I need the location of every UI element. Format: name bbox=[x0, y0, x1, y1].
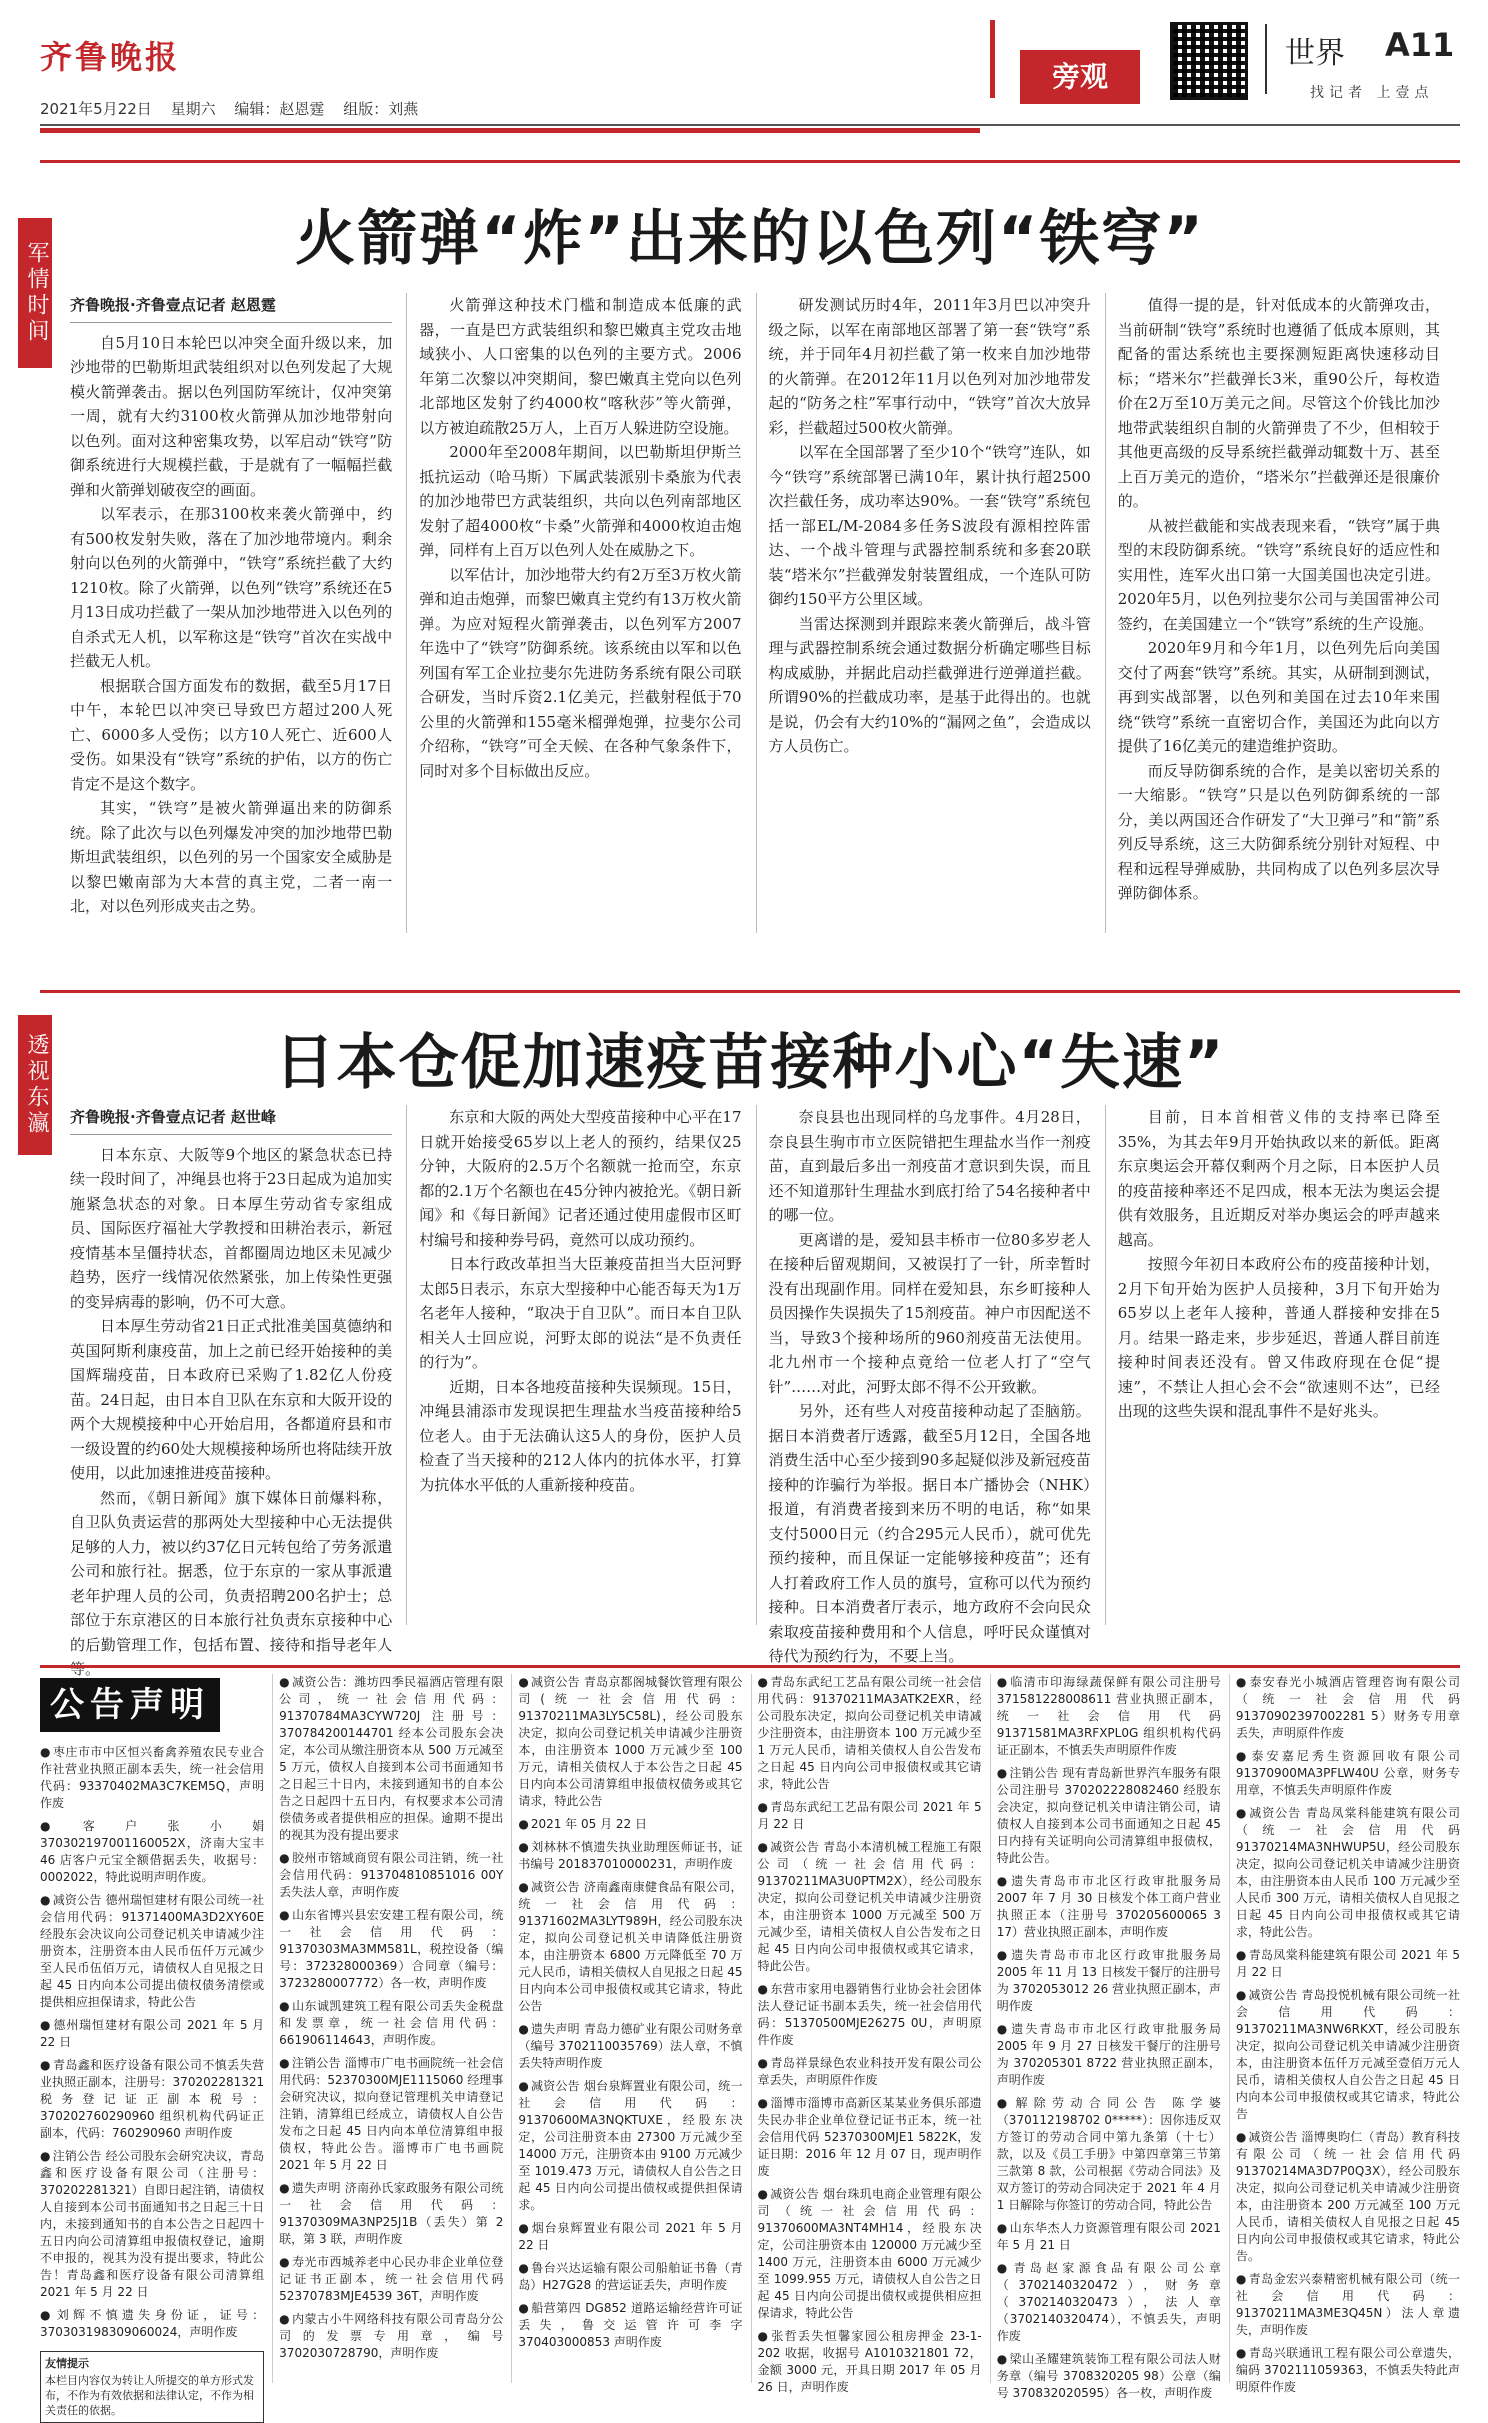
announcement-item: ● 枣庄市市中区恒兴畜禽养殖农民专业合作社营业执照正副本丢失，统一社会信用代码：93370402MA3C7KEM5Q，声明作废 bbox=[40, 1744, 264, 1812]
article-iron-dome bbox=[24, 160, 1460, 955]
paragraph: 2000年至2008年期间，以巴勒斯坦伊斯兰抵抗运动（哈马斯）下属武装派别卡桑旅为代表的加沙地带巴方武装组织，共向以色列南部地区发射了超4000枚“卡桑”火箭弹和4000枚迫击炮弹，同样有上百万以色列人处在威胁之下。 bbox=[419, 443, 742, 559]
announcement-item: ● 遗失声明 济南孙氏家政服务有限公司统一社会信用代码：91370309MA3NP25J1B（丢失）第 2 联，第 3 联，声明作废 bbox=[279, 2180, 503, 2248]
friendly-tip-box bbox=[40, 2351, 264, 2423]
announcement-item: ● 减资公告：潍坊四季民福酒店管理有限公司，统一社会信用代码：91370784MA3CYW720J 注册号：370784200144701 经本公司股东会决定，本公司从缴注册资本从 500 万元减至 5 万元，债权人自接到本公司书面通知书之日起三十日内，未接到通知书的自本公告之日起四十五日内，有权要求本公司清偿债务或者提供相应的担保。逾期不提出的视其为没有提出要求 bbox=[279, 1674, 503, 1844]
paragraph: 2020年9月和今年1月，以色列先后向美国交付了两套“铁穹”系统。其实，从研制到测试，再到实战部署，以色列和美国在过去10年来围绕“铁穹”系统一直密切合作，美国还为此向以方提供了16亿美元的建造维护资助。 bbox=[1117, 639, 1440, 755]
announcement-column bbox=[40, 1674, 265, 2417]
announcement-column bbox=[751, 1674, 982, 2394]
paragraph: 日本行政改革担当大臣兼疫苗担当大臣河野太郎5日表示，东京大型接种中心能否每天为1万名老年人接种，“取决于自卫队”。而日本自卫队相关人士回应说，河野太郎的说法“是不负责任的行为”。 bbox=[419, 1255, 742, 1371]
announcement-item: ● 胶州市镕域商贸有限公司注销，统一社会信用代码：913704810851016 00Y 丢失法人章，声明作废 bbox=[279, 1850, 503, 1901]
article-side-label: 军情时间 bbox=[18, 218, 52, 368]
announcement-item: ● 泰安嘉尼秀生资源回收有限公司 91370900MA3PFLW40U 公章，财务专用章，不慎丢失声明原件作废 bbox=[1236, 1748, 1460, 1799]
paragraph: 从被拦截能和实战表现来看，“铁穹”属于典型的末段防御系统。“铁穹”系统良好的适应性和实用性，连军火出口第一大国美国也决定引进。2020年5月，以色列拉斐尔公司与美国雷神公司签约，在美国建立一个“铁穹”系统的生产设施。 bbox=[1117, 516, 1440, 633]
announcement-column bbox=[990, 1674, 1221, 2400]
announcement-item: ● 船营第四 DG852 道路运输经营许可证丢失，鲁交运管许可李字 370403000853 声明作废 bbox=[518, 2300, 742, 2351]
announcements-section bbox=[40, 1665, 1461, 2417]
paragraph: 另外，还有些人对疫苗接种动起了歪脑筋。据日本消费者厅透露，截至5月12日，全国各地消费生活中心至少接到90多起疑似涉及新冠疫苗接种的诈骗行为举报。据日本广播协会（NHK）报道，有消费者接到来历不明的电话，称“如果支付5000日元（约合295元人民币），就可优先预约接种，而且保证一定能够接种疫苗”；还有人打着政府工作人员的旗号，宣称可以代为预约接种。日本消费者厅表示，地方政府不会向民众索取疫苗接种费用和个人信息，呼吁民众谨慎对待代为预约行为，不要上当。 bbox=[768, 1402, 1091, 1665]
announcement-item: ● 减资公告 烟台珠玑电商企业管理有限公司（统一社会信用代码：91370600MA3NT4MH14，经股东决定，公司注册资本由 120000 万元减少至 1400 万元，注册资本由 6000 万元减少至 1099.955 万元，请债权人自公告之日起 45 日内向公司提出债权或提供相应担保请求，特此公告 bbox=[758, 2186, 982, 2322]
paragraph: 东京和大阪的两处大型疫苗接种中心平在17日就开始接受65岁以上老人的预约，结果仅25分钟，大阪府的2.5万个名额就一抢而空，东京都的2.1万个名额也在45分钟内被抢光。《朝日新闻》和《每日新闻》记者还通过使用虚假市区町村编号和接种券号码，竟然可以成功预约。 bbox=[419, 1108, 742, 1249]
article-column bbox=[70, 293, 392, 933]
announcement-item: ● 刘林林不慎遗失执业助理医师证书，证书编号 201837010000231，声明作废 bbox=[518, 1839, 742, 1873]
section-name: 世界 bbox=[1285, 36, 1345, 71]
announcement-item: ● 内蒙古小牛网络科技有限公司青岛分公司的发票专用章，编号 3702030728790，声明作废 bbox=[279, 2311, 503, 2362]
paragraph: 当雷达探测到并跟踪来袭火箭弹后，战斗管理与武器控制系统会通过数据分析确定哪些目标构成威胁，并据此启动拦截弹进行逆弹道拦截。所谓90%的拦截成功率，是基于此得出的。也就是说，仍会有大约10%的“漏网之鱼”，会造成以方人员伤亡。 bbox=[768, 614, 1091, 755]
announcement-item: ● 刘辉不慎遗失身份证，证号：370303198309060024，声明作废 bbox=[40, 2307, 264, 2341]
announcement-item: ● 减资公告 青岛京都阁城餐饮管理有限公司(统一社会信用代码：91370211MA3LY5C58L)，经公司股东决定，拟向公司登记机关申请减少注册资本，由注册资本 1000 万元减少至 100 万元，请相关债权人于本公告之日起 45 日内向本公司清算组申报债权债务或其它请求，特此公告 bbox=[518, 1674, 742, 1810]
announcement-item: ● 鲁台兴达运输有限公司船舶证书鲁（青岛）H27G28 的营运证丢失，声明作废 bbox=[518, 2260, 742, 2294]
tip-title: 友情提示 bbox=[45, 2357, 89, 2370]
announcement-item: ● 梁山圣耀建筑装饰工程有限公司法人财务章（编号 3708320205 98）公章（编号 370832020595）各一枚，声明作废 bbox=[997, 2351, 1221, 2402]
article-column bbox=[756, 293, 1091, 933]
announcement-item: ● 减资公告 青岛投悦机械有限公司统一社会信用代码：91370211MA3NW6RKXT，经公司股东决定，拟向公司登记机关申请减少注册资本，由注册资本伍仟万元减至壹佰万元人民币，请相关债权人自公告之日起 45 日内向本公司申报债权或其它请求，特此公告 bbox=[1236, 1987, 1460, 2123]
announcement-item: ● 青岛赵家源食品有限公司公章（3702140320472），财务章（3702140320473），法人章（3702140320474），不慎丢失，声明作废 bbox=[997, 2260, 1221, 2345]
article-column bbox=[756, 1105, 1091, 1665]
issue-date: 2021年5月22日 bbox=[40, 100, 152, 118]
announcement-item: ● 德州瑞恒建材有限公司 2021 年 5 月 22 日 bbox=[40, 2017, 264, 2051]
announcement-item: ● 青岛凤棠科能建筑有限公司 2021 年 5 月 22 日 bbox=[1236, 1947, 1460, 1981]
announcement-item: ● 山东诚凯建筑工程有限公司丢失金税盘和发票章，统一社会信用代码：661906114643，声明作废。 bbox=[279, 1998, 503, 2049]
announcement-item: ● 东营市家用电器销售行业协会社会团体法人登记证书副本丢失，统一社会信用代码：51370500MJE26275 0U，声明原件作废 bbox=[758, 1981, 982, 2049]
announcement-item: ● 青岛金宏兴泰精密机械有限公司（统一社会信用代码：91370211MA3ME3Q45N）法人章遗失，声明作废 bbox=[1236, 2271, 1460, 2339]
column-tag: 旁观 bbox=[1020, 50, 1140, 104]
announcement-item: ● 减资公告 淄博奥昀仁（青岛）教育科技有限公司（统一社会信用代码 91370214MA3D7P0Q3X），经公司股东决定，拟向公司登记机关申请减少注册资本，由注册资本 200 万元减至 100 万元人民币，请相关债权人自见报之日起 45 日内向公司申报债权或其它请求，特此公告。 bbox=[1236, 2129, 1460, 2265]
announcement-item: ● 青岛东武纪工艺品有限公司统一社会信用代码：91370211MA3ATK2EXR，经公司股东决定，拟向公司登记机关申请减少注册资本，由注册资本 100 万元减少至 1 万元人民币，请相关债权人自公告发布之日起 45 日内向公司申报债权或其它请求，特此公告 bbox=[758, 1674, 982, 1793]
paragraph: 自5月10日本轮巴以冲突全面升级以来，加沙地带的巴勒斯坦武装组织对以色列发起了大规模火箭弹袭击。据以色列国防军统计，仅冲突第一周，就有大约3100枚火箭弹从加沙地带射向以色列。面对这种密集攻势，以军启动“铁穹”防御系统进行大规模拦截，于是就有了一幅幅拦截弹和火箭弹划破夜空的画面。 bbox=[70, 333, 393, 499]
paragraph: 研发测试历时4年，2011年3月巴以冲突升级之际，以军在南部地区部署了第一套“铁穹”系统，并于同年4月初拦截了第一枚来自加沙地带的火箭弹。在2012年11月以色列对加沙地带发起的“防务之柱”军事行动中，“铁穹”首次大放异彩，拦截超过500枚火箭弹。 bbox=[768, 296, 1091, 437]
paragraph: 日本厚生劳动省21日正式批准美国莫德纳和英国阿斯利康疫苗，加上之前已经开始接种的美国辉瑞疫苗，日本政府已采购了1.82亿人份疫苗。24日起，由日本自卫队在东京和大阪开设的两个大规模接种中心开始启用，各都道府县和市一级设置的约60处大规模接种场所也将陆续开放使用，以此加速推进疫苗接种。 bbox=[70, 1317, 393, 1482]
announcement-column bbox=[511, 1674, 742, 2383]
masthead-rule bbox=[40, 124, 1460, 126]
announcement-item: ● 张哲丢失恒馨家园公租房押金 23-1-202 收据，收据号 A1010321801 72，金额 3000 元，开具日期 2017 年 05 月 26 日，声明作废 bbox=[758, 2328, 982, 2396]
announcement-item: ● 泰安春光小城酒店管理咨询有限公司（统一社会信用代码 91370902397002281 5）财务专用章丢失，声明原件作废 bbox=[1236, 1674, 1460, 1742]
paragraph: 值得一提的是，针对低成本的火箭弹攻击，当前研制“铁穹”系统时也遵循了低成本原则，其配备的雷达系统也主要探测短距离快速移动目标；“塔米尔”拦截弹长3米，重90公斤，每枚造价在2万至10万美元之间。尽管这个价钱比加沙地带武装组织自制的火箭弹贵了不少，但相较于其他更高级的反导系统拦截弹动辄数十万、甚至上百万美元的造价，“塔米尔”拦截弹还是很廉价的。 bbox=[1117, 296, 1440, 510]
announcements-title: 公告声明 bbox=[40, 1678, 220, 1732]
paragraph: 根据联合国方面发布的数据，截至5月17日中午，本轮巴以冲突已导致巴方超过200人死亡、6000多人受伤；以方10人死亡、近600人受伤。如果没有“铁穹”系统的护佑，以方的伤亡肯定不是这个数字。 bbox=[70, 676, 393, 793]
announcement-item: ● 减资公告 青岛凤棠科能建筑有限公司（统一社会信用代码 91370214MA3NHWUP5U，经公司股东决定，拟向公司登记机关申请减少注册资本，由注册资本由人民币 100 万元减少至人民币 300 万元，请相关债权人自见报之日起 45 日内向公司申报债权或其它请求，特此公告。 bbox=[1236, 1805, 1460, 1941]
announcement-item: ● 淄博市淄博市高新区某某业务俱乐部遗失民办非企业单位登记证书正本，统一社会信用代码 52370300MJE1 5822K，发证日期：2016 年 12 月 07 日，现声明作废 bbox=[758, 2095, 982, 2180]
announcement-item: ● 减资公告 青岛小本清机械工程施工有限公司（统一社会信用代码：91370211MA3U0PTM2X），经公司股东决定，拟向公司登记机关申请减少注册资本，由注册资本 1000 万元减至 500 万元减少至，请相关债权人自公告发布之日起 45 日内向公司申报债权或其它请求，特此公告。 bbox=[758, 1839, 982, 1975]
paragraph: 而反导防御系统的合作，是美以密切关系的一大缩影。“铁穹”只是以色列防御系统的一部分，美以两国还合作研发了“大卫弹弓”和“箭”系列反导系统，这三大防御系统分别针对短程、中程和远程导弹威胁，共同构成了以色列多层次导弹防御体系。 bbox=[1117, 761, 1440, 902]
issue-meta bbox=[40, 98, 432, 119]
article-body bbox=[70, 1105, 1440, 1678]
announcement-item: ● 客户张小娟 370302197001160052X，济南大宝丰 46 店客户元宝全额借据丢失，收据号：0002022，特此说明声明作废。 bbox=[40, 1818, 264, 1886]
paragraph: 火箭弹这种技术门槛和制造成本低廉的武器，一直是巴方武装组织和黎巴嫩真主党攻击地域狭小、人口密集的以色列的主要方式。2006年第二次黎以冲突期间，黎巴嫩真主党向以色列北部地区发射了约4000枚“喀秋莎”等火箭弹，以方被迫疏散25万人，上百万人躲进防空设施。 bbox=[419, 296, 742, 437]
article-side-label: 透视东瀛 bbox=[18, 1015, 52, 1155]
issue-editor: 编辑：赵恩霆 bbox=[234, 100, 325, 118]
paragraph: 其实，“铁穹”是被火箭弹逼出来的防御系统。除了此次与以色列爆发冲突的加沙地带巴勒斯坦武装组织，以色列的另一个国家安全威胁是以黎巴嫩南部为大本营的真主党，二者一南一北，对以色列形成夹击之势。 bbox=[70, 799, 393, 915]
announcement-item: ● 减资公告 济南鑫南康健食品有限公司，统一社会信用代码：91371602MA3LYT989H，经公司股东决定，拟向公司登记机关申请降低注册资本，由注册资本 6800 万元降低至 70 万元人民币，请相关债权人自见报之日起 45 日内向本公司申报债权或其它请求，特此公告 bbox=[518, 1879, 742, 2015]
paragraph: 奈良县也出现同样的乌龙事件。4月28日，奈良县生驹市市立医院错把生理盐水当作一剂疫苗，直到最后多出一剂疫苗才意识到失误，而且还不知道那针生理盐水到底打给了54名接种者中的哪一位。 bbox=[768, 1108, 1091, 1224]
paragraph: 以军表示，在那3100枚来袭火箭弹中，约有500枚发射失败，落在了加沙地带境内。剩余射向以色列的火箭弹中，“铁穹”系统拦截了大约1210枚。除了火箭弹，以色列“铁穹”系统还在5月13日成功拦截了一架从加沙地带进入以色列的自杀式无人机，以军称这是“铁穹”首次在实战中拦截无人机。 bbox=[70, 505, 393, 670]
announcement-item: ● 青岛鑫和医疗设备有限公司不慎丢失营业执照正副本，注册号：370202281321 税务登记证正副本税号：370202760290960 组织机构代码证正副本，代码：760290960 声明作废 bbox=[40, 2057, 264, 2142]
announcement-item: ● 遗失声明 青岛力德矿业有限公司财务章（编号 3702110035769）法人章，不慎丢失特声明作废 bbox=[518, 2021, 742, 2072]
paragraph: 更离谱的是，爱知县丰桥市一位80多岁老人在接种后留观期间，又被误打了一针，所幸暂时没有出现副作用。同样在爱知县，东乡町接种人员因操作失误损失了15剂疫苗。神户市因配送不当，导致3个接种场所的960剂疫苗无法使用。北九州市一个接种点竟给一位老人打了“空气针”……对此，河野太郎不得不公开致歉。 bbox=[768, 1230, 1091, 1396]
paragraph: 日本东京、大阪等9个地区的紧急状态已持续一段时间了，冲绳县也将于23日起成为追加实施紧急状态的对象。日本厚生劳动省专家组成员、国际医疗福祉大学教授和田耕治表示，新冠疫情基本呈僵持状态，首都圈周边地区未见减少趋势，医疗一线情况依然紧张，加上传染性更强的变异病毒的影响，仍不可大意。 bbox=[70, 1145, 393, 1311]
article-column bbox=[1105, 293, 1440, 933]
announcement-item: ● 注销公告 现有青岛新世界汽车服务有限公司注册号 370202228082460 经股东会决定，拟向登记机关申请注销公司，请债权人自接到本公司书面通知之日起 45 日内持有关证明向公司清算组申报债权，特此公告。 bbox=[997, 1765, 1221, 1867]
article-column bbox=[406, 293, 741, 933]
masthead-red-rule bbox=[40, 128, 980, 133]
tip-text: 本栏目内容仅为转让人所提交的单方形式发布，不作为有效依据和法律认定，不作为相关责任的依据。 bbox=[45, 2374, 254, 2417]
newspaper-logo: 齐鲁晚报 bbox=[40, 38, 181, 76]
paragraph: 以军在全国部署了至少10个“铁穹”连队，如今“铁穹”系统部署已满10年，累计执行超2500次拦截任务，成功率达90%。一套“铁穹”系统包括一部EL/M-2084多任务S波段有源相控阵雷达、一个战斗管理与武器控制系统和多套20联装“塔米尔”拦截弹发射装置组成，一个连队可防御约150平方公里区域。 bbox=[768, 443, 1091, 608]
qr-code-icon bbox=[1170, 22, 1248, 100]
page-slogan: 找记者 上壹点 bbox=[1310, 85, 1434, 101]
article-body bbox=[70, 293, 1440, 933]
article-headline: 火箭弹“炸”出来的以色列“铁穹” bbox=[295, 204, 1205, 274]
issue-layout: 组版：刘燕 bbox=[343, 100, 419, 118]
announcement-item: ● 遗失青岛市市北区行政审批服务局 2005 年 9 月 27 日核发干餐厅的注册号为 370205301 8722 营业执照正副本，声明作废 bbox=[997, 2021, 1221, 2089]
article-byline: 齐鲁晚报·齐鲁壹点记者 赵恩霆 bbox=[70, 293, 392, 323]
page-number: A11 bbox=[1385, 26, 1455, 64]
paragraph: 以军估计，加沙地带大约有2万至3万枚火箭弹和迫击炮弹，而黎巴嫩真主党约有13万枚火箭弹。为应对短程火箭弹袭击，以色列军方2007年选中了“铁穹”防御系统。该系统由以军和以色列国有军工企业拉斐尔先进防务系统有限公司联合研发，当时斥资2.1亿美元，拦截射程低于70公里的火箭弹和155毫米榴弹炮弹，拉斐尔公司介绍称，“铁穹”可全天候、在各种气象条件下，同时对多个目标做出反应。 bbox=[419, 565, 742, 780]
article-column bbox=[70, 1105, 393, 1678]
article-byline: 齐鲁晚报·齐鲁壹点记者 赵世峰 bbox=[70, 1105, 392, 1135]
announcement-item: ● 临清市印海绿蔬保鲜有限公司注册号 371581228008611 营业执照正副本，统一社会信用代码 91371581MA3RFXPL0G 组织机构代码证正副本，不慎丢失声明原件作废 bbox=[997, 1674, 1221, 1759]
article-column bbox=[406, 1105, 741, 1625]
paragraph: 近期，日本各地疫苗接种失误频现。15日，冲绳县浦添市发现误把生理盐水当疫苗接种给5位老人。由于无法确认这5人的身份，医护人员检查了当天接种的212人体内的抗体水平，打算为抗体水平低的人重新接种疫苗。 bbox=[419, 1377, 742, 1494]
announcement-item: ● 遗失青岛市市北区行政审批服务局 2005 年 11 月 13 日核发干餐厅的注册号为 3702053012 26 营业执照正副本，声明作废 bbox=[997, 1947, 1221, 2015]
paragraph: 然而，《朝日新闻》旗下媒体日前爆料称，自卫队负责运营的那两处大型接种中心无法提供足够的人力，被以约37亿日元转包给了劳务派遣公司和旅行社。据悉，位于东京的一家从事派遣老年护理人员的公司，负责招聘200名护士；总部位于东京港区的日本旅行社负责东京接种中心的后勤管理工作，包括布置、接待和指导老年人等。 bbox=[70, 1488, 393, 1678]
announcement-column bbox=[1229, 1674, 1461, 2394]
announcement-item: ● 遗失青岛市市北区行政审批服务局 2007 年 7 月 30 日核发个体工商户营业执照正本（注册号 370205600065 3 17）营业执照正副本，声明作废 bbox=[997, 1873, 1221, 1941]
announcement-item: ● 2021 年 05 月 22 日 bbox=[518, 1816, 742, 1833]
issue-weekday: 星期六 bbox=[170, 100, 216, 118]
announcement-item: ● 山东华杰人力资源管理有限公司 2021 年 5 月 21 日 bbox=[997, 2220, 1221, 2254]
announcements-columns bbox=[40, 1668, 1461, 2417]
announcement-item: ● 注销公告 经公司股东会研究决议，青岛鑫和医疗设备有限公司（注册号：370202281321）自即日起注销，请债权人自接到本公司书面通知书之日起三十日内，未接到通知书的自本公告之日起四十五日内向公司清算组申报债权登记，逾期不申报的，视其为没有提出要求，特此公告！青岛鑫和医疗设备有限公司清算组 2021 年 5 月 22 日 bbox=[40, 2148, 264, 2301]
announcement-item: ● 青岛兴联通讯工程有限公司公章遗失，编码 3702111059363，不慎丢失特此声明原件作废 bbox=[1236, 2345, 1460, 2396]
announcement-column bbox=[272, 1674, 503, 2383]
announcement-item: ● 烟台泉辉置业有限公司 2021 年 5 月 22 日 bbox=[518, 2220, 742, 2254]
announcement-item: ● 解除劳动合同公告 陈学婆（370112198702 0*****）：因你违反双方签订的劳动合同中第九条第（十七）款，以及《员工手册》中第四章第三节第三款第 8 款，公司根据《劳动合同法》及双方签订的劳动合同决定于 2021 年 4 月 1 日解除与你签订的劳动合同，特此公告 bbox=[997, 2095, 1221, 2214]
article-japan-vaccine bbox=[24, 990, 1460, 1678]
announcement-item: ● 青岛祥景绿色农业科技开发有限公司公章丢失，声明原件作废 bbox=[758, 2055, 982, 2089]
paragraph: 按照今年初日本政府公布的疫苗接种计划，2月下旬开始为医护人员接种，3月下旬开始为65岁以上老年人接种，普通人群接种安排在5月。结果一路走来，步步延迟，普通人群目前连接种时间表还没有。曾又伟政府现在仓促“提速”，不禁让人担心会不会“欲速则不达”，已经出现的这些失误和混乱事件不是好兆头。 bbox=[1117, 1255, 1440, 1420]
announcement-item: ● 青岛东武纪工艺品有限公司 2021 年 5 月 22 日 bbox=[758, 1799, 982, 1833]
announcement-item: ● 减资公告 烟台泉辉置业有限公司，统一社会信用代码：91370600MA3NQKTUXE，经股东决定，公司注册资本由 27300 万元减少至 14000 万元，注册资本由 9100 万元减少至 1019.473 万元，请债权人自公告之日起 45 日内向公司提出债权或提供担保请求。 bbox=[518, 2078, 742, 2214]
announcement-item: ● 寿光市西城养老中心民办非企业单位登记证书正副本，统一社会信用代码 52370783MJE4539 36T，声明作废 bbox=[279, 2254, 503, 2305]
article-column bbox=[1105, 1105, 1440, 1625]
announcement-item: ● 山东省博兴县宏安建工程有限公司，统一社会信用代码：91370303MA3MM581L，税控设备（编号：372328000369）合同章（编号：3723280007772）各一枚，声明作废 bbox=[279, 1907, 503, 1992]
announcement-item: ● 注销公告 淄博市广电书画院统一社会信用代码：52370300MJE1115060 经理事会研究决议，拟向登记管理机关申请登记注销，清算组已经成立，请债权人自公告发布之日起 45 日内向本单位清算组申报债权，特此公告。淄博市广电书画院 2021 年 5 月 22 日 bbox=[279, 2055, 503, 2174]
masthead bbox=[40, 20, 1460, 132]
announcement-item: ● 减资公告 德州瑞恒建材有限公司统一社会信用代码：91371400MA3D2XY60E经股东会决议向公司登记机关申请减少注册资本，注册资本由人民币伍仟万元减少至人民币伍佰万元，请债权人自见报之日起 45 日内向本公司提出债权债务清偿或提供相应担保请求，特此公告 bbox=[40, 1892, 264, 2011]
article-headline: 日本仓促加速疫苗接种小心“失速” bbox=[274, 1028, 1226, 1098]
section-divider bbox=[1265, 24, 1267, 94]
paragraph: 目前，日本首相菅义伟的支持率已降至35%，为其去年9月开始执政以来的新低。距离东京奥运会开幕仅剩两个月之际，日本医护人员的疫苗接种率还不足四成，根本无法为奥运会提供有效服务，且近期反对举办奥运会的呼声越来越高。 bbox=[1117, 1108, 1440, 1249]
